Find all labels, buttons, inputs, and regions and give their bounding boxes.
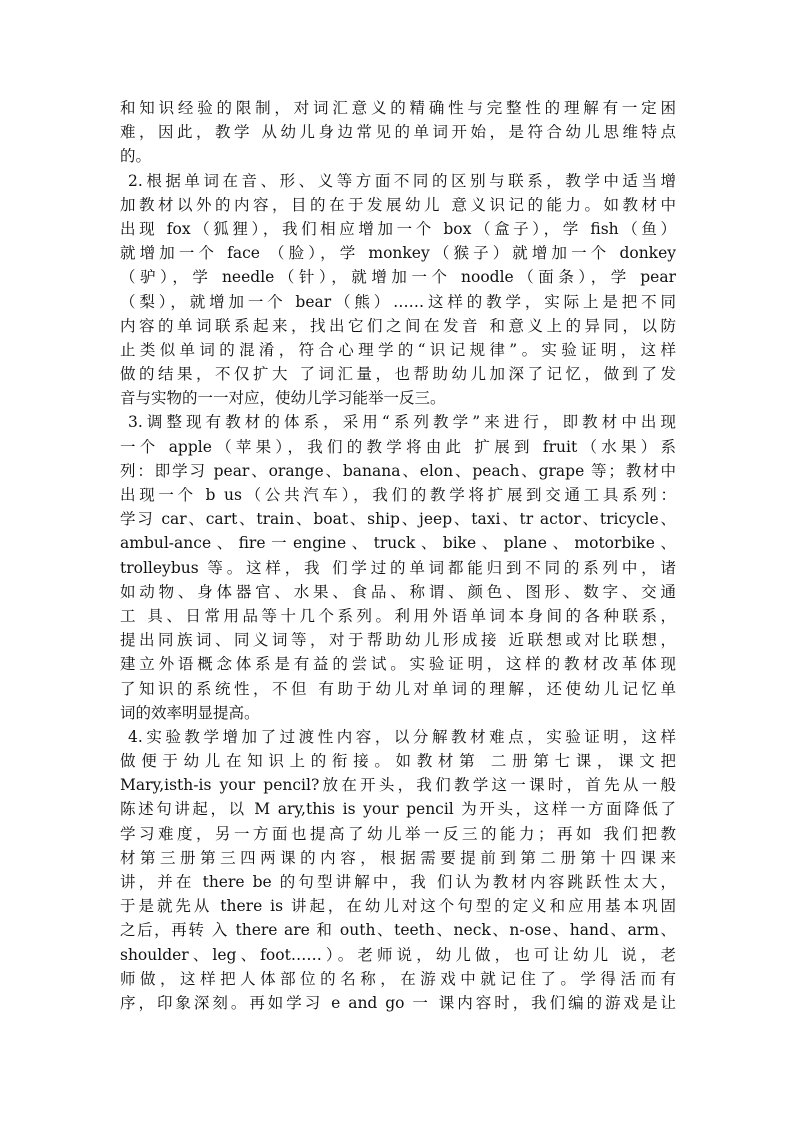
text-line: 学习难度，另一方面也提高了幼儿举一反三的能力；再如 我们把教 bbox=[120, 824, 676, 843]
text-line: 词的效率明显提高。 bbox=[120, 703, 260, 722]
text-line: （驴），学 needle（针），就增加一个 noodle（面条），学 pear bbox=[120, 268, 676, 287]
text-line: 如动物、身体器官、水果、食品、称谓、颜色、图形、数字、交通 bbox=[120, 582, 676, 601]
text-line: 出现一个 b us（公共汽车），我们的教学将扩展到交通工具系列： bbox=[120, 486, 676, 504]
text-line: 之后，再转 入 there are 和 outh、teeth、neck、n-ose、hand、arm、 bbox=[120, 921, 676, 940]
text-line: 内容的单词联系起来，找出它们之间在发音 和意义上的异同，以防 bbox=[120, 316, 676, 335]
text-line: 列：即学习 pear、orange、banana、elon、peach、grape 等；教材中 bbox=[120, 461, 676, 480]
document-page bbox=[120, 96, 676, 1015]
text-line: 做的结果，不仅扩大 了词汇量，也帮助幼儿加深了记忆，做到了发 bbox=[120, 365, 676, 384]
text-line: 3.调整现有教材的体系，采用“系列教学”来进行，即教材中出现 bbox=[128, 413, 676, 432]
text-line: 2.根据单词在音、形、义等方面不同的区别与联系，教学中适当增 bbox=[128, 171, 676, 190]
text-line: 音与实物的一一对应，使幼儿学习能举一反三。 bbox=[120, 389, 446, 408]
text-line: 4.实验教学增加了过渡性内容，以分解教材难点，实验证明，这样 bbox=[128, 727, 676, 746]
text-line: Mary,isth-is your pencil?放在开头，我们教学这一课时，首先从一般 bbox=[120, 776, 676, 795]
text-line: 的。 bbox=[120, 147, 152, 166]
text-line: 就增加一个 face （脸），学 monkey（猴子）就增加一个 donkey bbox=[120, 244, 676, 263]
text-line: ambul-ance 、 fire 一 engine 、 truck 、 bike 、 plane 、 motorbike 、 bbox=[120, 534, 676, 553]
text-line: 师做，这样把人体部位的名称，在游戏中就记住了。学得活而有 bbox=[120, 969, 676, 988]
text-line: 材第三册第三四两课的内容，根据需要提前到第二册第十四课来 bbox=[120, 848, 676, 867]
text-line: 序，印象深刻。再如学习 e and go 一 课内容时，我们编的游戏是让 bbox=[120, 993, 676, 1012]
text-line: 于是就先从 there is 讲起，在幼儿对这个句型的定义和应用基本巩固 bbox=[120, 897, 676, 916]
text-line: 和知识经验的限制，对词汇意义的精确性与完整性的理解有一定困 bbox=[120, 99, 676, 117]
text-line: 加教材以外的内容，目的在于发展幼儿 意义识记的能力。如教材中 bbox=[120, 195, 676, 214]
text-line: trolleybus 等。这样，我 们学过的单词都能归到不同的系列中，诸 bbox=[120, 558, 676, 577]
text-line: 止类似单词的混淆，符合心理学的“识记规律”。实验证明，这样 bbox=[120, 340, 676, 359]
text-line: 工 具、日常用品等十几个系列。利用外语单词本身间的各种联系， bbox=[120, 606, 676, 625]
text-line: 讲，并在 there be 的句型讲解中，我 们认为教材内容跳跃性太大， bbox=[120, 873, 676, 891]
text-line: 提出同族词、同义词等，对于帮助幼儿形成接 近联想或对比联想， bbox=[120, 631, 676, 650]
text-line: 陈述句讲起，以 M ary,this is your pencil 为开头，这样一方面降低了 bbox=[120, 800, 676, 819]
text-line: 了知识的系统性，不但 有助于幼儿对单词的理解，还使幼儿记忆单 bbox=[120, 679, 676, 698]
text-line: 难，因此，教学 从幼儿身边常见的单词开始，是符合幼儿思维特点 bbox=[120, 123, 676, 142]
text-line: （梨），就增加一个 bear（熊）……这样的教学，实际上是把不同 bbox=[120, 292, 676, 311]
text-line: 建立外语概念体系是有益的尝试。实验证明，这样的教材改革体现 bbox=[120, 655, 676, 674]
text-line: 做便于幼儿在知识上的衔接。如教材第 二册第七课，课文把 bbox=[120, 752, 676, 771]
text-line: 一个 apple（苹果），我们的教学将由此 扩展到 fruit（水果）系 bbox=[120, 437, 676, 456]
text-line: 出现 fox（狐狸），我们相应增加一个 box（盒子），学 fish（鱼） bbox=[120, 219, 676, 238]
text-line: 学习 car、cart、train、boat、ship、jeep、taxi、tr actor、tricycle、 bbox=[120, 510, 676, 529]
text-line: shoulder、leg、foot……）。老师说，幼儿做，也可让幼儿 说，老 bbox=[120, 945, 676, 964]
